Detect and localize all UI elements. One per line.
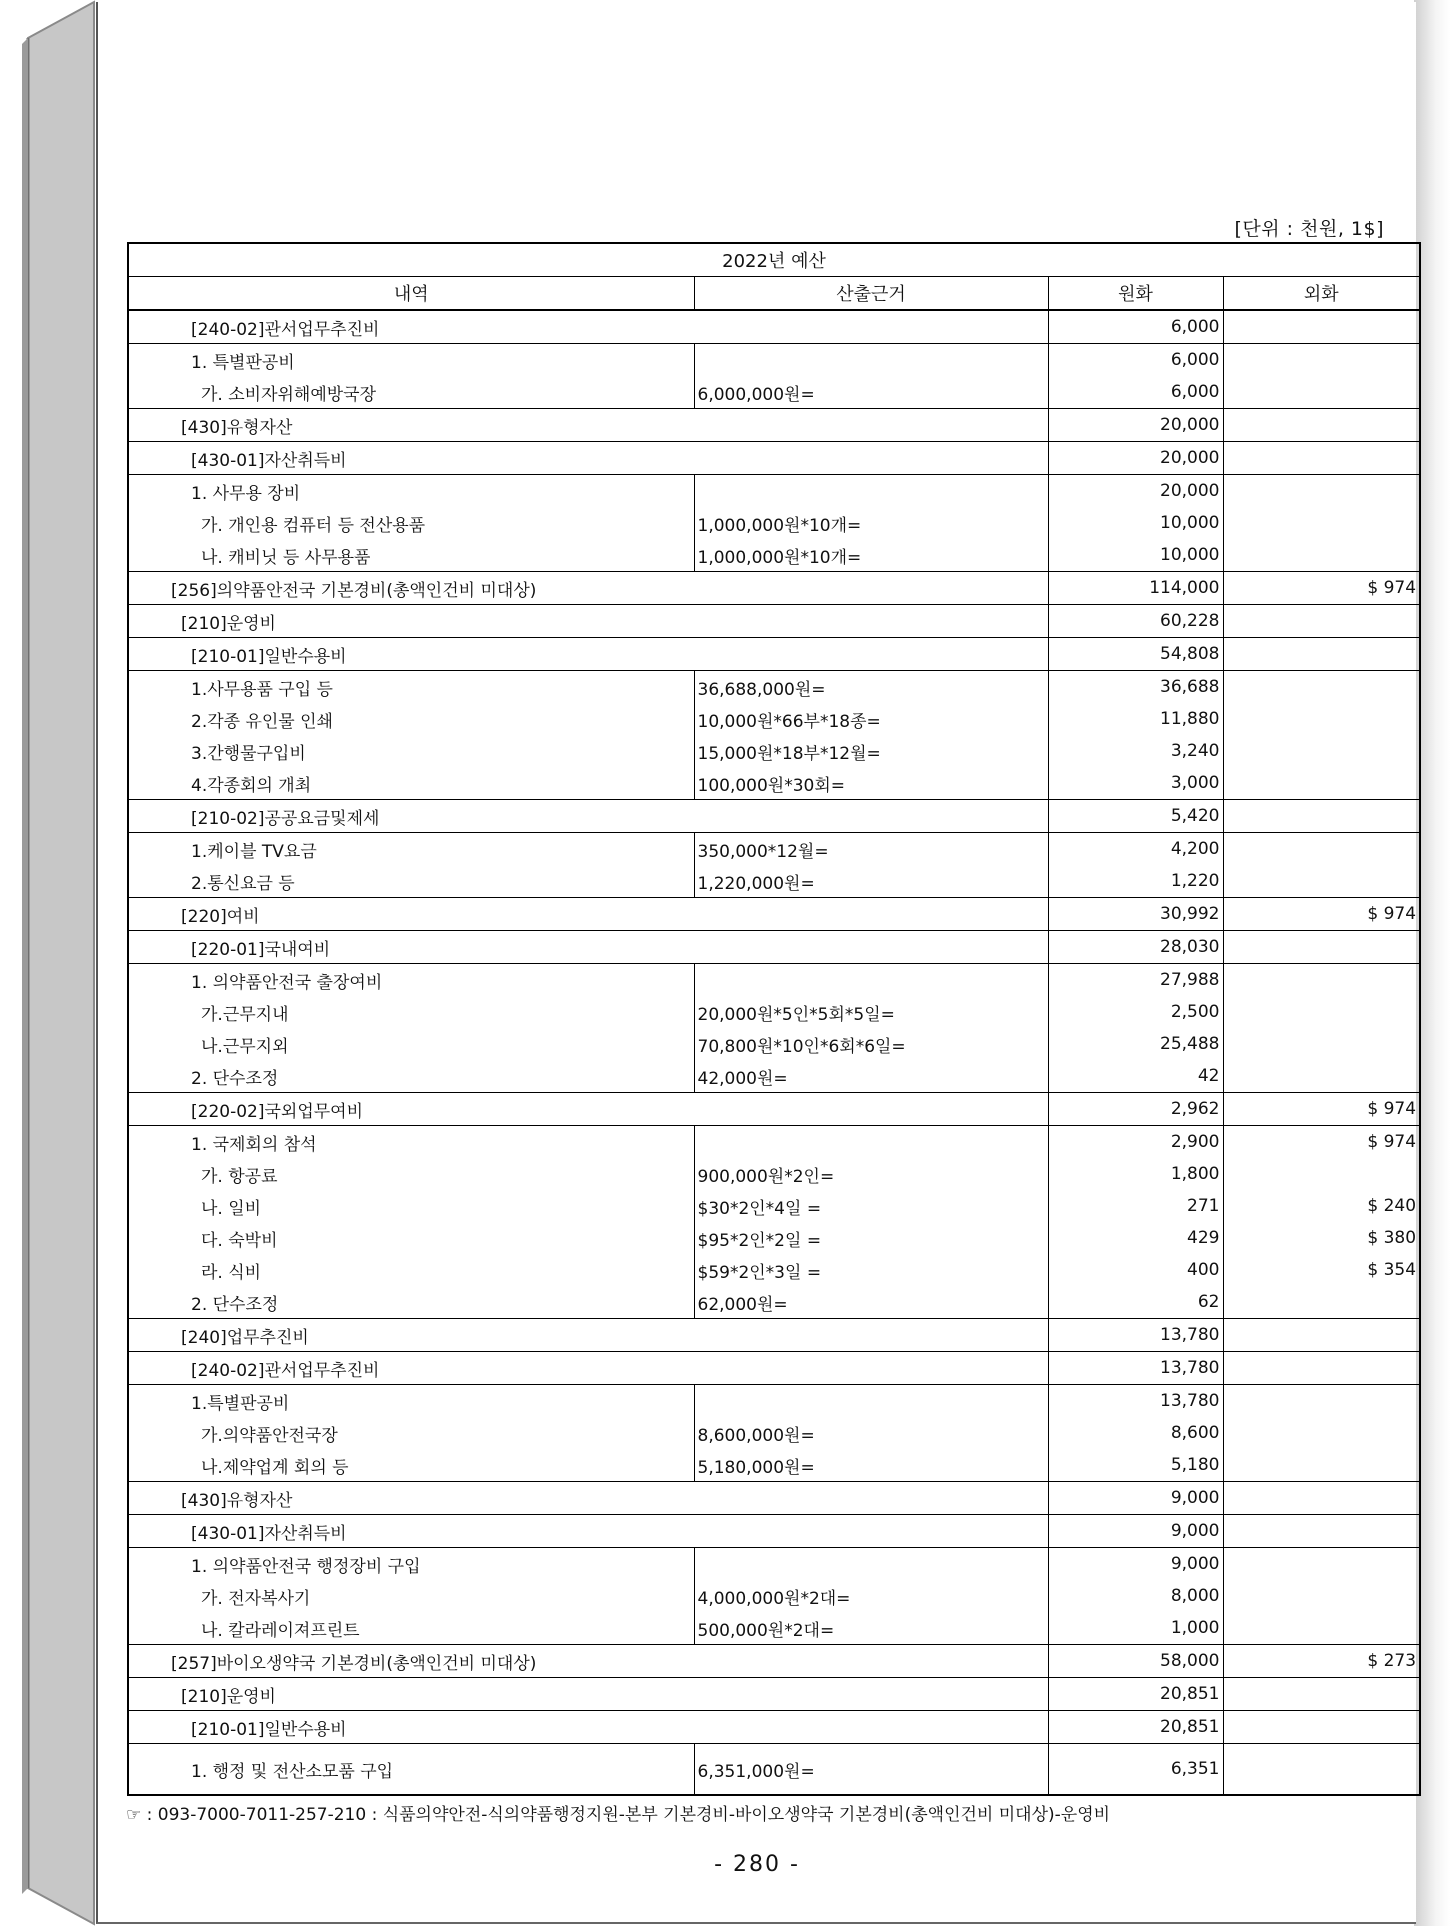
row-description: [220-01]국내여비	[128, 931, 1048, 964]
table-row	[128, 1254, 1420, 1286]
row-basis: 900,000원*2인=	[694, 1158, 1048, 1190]
row-basis: 4,000,000원*2대=	[694, 1580, 1048, 1612]
row-foreign-amount	[1223, 1319, 1420, 1352]
table-row	[128, 1060, 1420, 1093]
table-row	[128, 767, 1420, 800]
table-row	[128, 539, 1420, 572]
row-description: [240-02]관서업무추진비	[128, 1352, 1048, 1385]
row-foreign-amount	[1223, 1385, 1420, 1418]
row-krw-amount: 6,000	[1048, 310, 1223, 344]
row-basis: $30*2인*4일 =	[694, 1190, 1048, 1222]
table-row	[128, 1711, 1420, 1744]
row-foreign-amount	[1223, 931, 1420, 964]
row-krw-amount: 2,962	[1048, 1093, 1223, 1126]
row-foreign-amount	[1223, 1744, 1420, 1796]
table-row	[128, 1580, 1420, 1612]
row-foreign-amount	[1223, 703, 1420, 735]
row-foreign-amount: $ 380	[1367, 1228, 1417, 1248]
row-krw-amount: 1,800	[1048, 1158, 1223, 1190]
row-foreign-amount	[1223, 1060, 1420, 1093]
table-row	[128, 1482, 1420, 1515]
row-krw-amount: 400	[1048, 1254, 1223, 1286]
page-number: - 280 -	[714, 1852, 800, 1877]
row-basis: 100,000원*30회=	[694, 767, 1048, 800]
row-krw-amount: 27,988	[1048, 964, 1223, 997]
row-foreign-amount: $ 974	[1223, 1093, 1420, 1126]
row-foreign-amount	[1223, 475, 1420, 508]
row-krw-amount: 54,808	[1048, 638, 1223, 671]
table-row	[128, 1190, 1420, 1222]
row-foreign-amount	[1223, 507, 1420, 539]
row-krw-amount: 6,000	[1048, 376, 1223, 409]
table-row	[128, 964, 1420, 997]
row-basis: $59*2인*3일 =	[694, 1254, 1048, 1286]
row-krw-amount: 1,000	[1048, 1612, 1223, 1645]
row-foreign-amount	[1223, 376, 1420, 409]
budget-year-header: 2022년 예산	[128, 243, 1420, 277]
row-description: [240]업무추진비	[128, 1319, 1048, 1352]
row-foreign-amount	[1223, 1612, 1420, 1645]
row-basis: 8,600,000원=	[694, 1417, 1048, 1449]
row-foreign-amount	[1223, 1515, 1420, 1548]
row-basis: 42,000원=	[694, 1060, 1048, 1093]
table-row	[128, 1158, 1420, 1190]
row-krw-amount: 13,780	[1048, 1385, 1223, 1418]
row-foreign-amount	[1223, 1417, 1420, 1449]
table-row	[128, 1319, 1420, 1352]
unit-label: [단위 : 천원, 1$]	[1234, 218, 1384, 240]
row-description: [257]바이오생약국 기본경비(총액인건비 미대상)	[128, 1645, 1048, 1678]
row-description: 2.통신요금 등	[191, 873, 295, 894]
table-row	[128, 1286, 1420, 1319]
row-description: 나.제약업계 회의 등	[201, 1457, 349, 1478]
row-foreign-amount	[1223, 1449, 1420, 1482]
row-foreign-amount	[1223, 671, 1420, 704]
table-row	[128, 1612, 1420, 1645]
table-row	[128, 865, 1420, 898]
row-description: [430-01]자산취득비	[128, 442, 1048, 475]
table-row	[128, 1449, 1420, 1482]
row-basis: 5,180,000원=	[694, 1449, 1048, 1482]
row-foreign-amount	[1223, 1580, 1420, 1612]
row-description: 1. 사무용 장비	[128, 475, 694, 508]
row-krw-amount: 9,000	[1048, 1482, 1223, 1515]
table-row	[128, 800, 1420, 833]
row-krw-amount: 4,200	[1048, 833, 1223, 866]
row-krw-amount: 36,688	[1048, 671, 1223, 704]
row-foreign-amount	[1223, 1028, 1420, 1060]
row-description: [210-01]일반수용비	[128, 1711, 1048, 1744]
row-foreign-amount	[1223, 1678, 1420, 1711]
document-page	[96, 2, 1416, 1924]
row-basis: 1,000,000원*10개=	[694, 539, 1048, 572]
row-description: 2. 단수조정	[191, 1294, 279, 1315]
table-row	[128, 344, 1420, 377]
table-row	[128, 703, 1420, 735]
row-description: [430-01]자산취득비	[128, 1515, 1048, 1548]
row-krw-amount: 11,880	[1048, 703, 1223, 735]
table-row	[128, 409, 1420, 442]
row-description: 라. 식비	[201, 1262, 262, 1283]
row-basis: 62,000원=	[694, 1286, 1048, 1319]
column-header-description: 내역	[128, 277, 694, 311]
book-spine	[0, 0, 96, 1926]
row-description: [430]유형자산	[128, 1482, 1048, 1515]
table-row	[128, 310, 1420, 344]
row-description: [210-02]공공요금및제세	[128, 800, 1048, 833]
row-foreign-amount	[1223, 800, 1420, 833]
row-description: 나.근무지외	[201, 1036, 289, 1057]
column-header-foreign: 외화	[1223, 277, 1420, 311]
row-krw-amount: 42	[1048, 1060, 1223, 1093]
row-foreign-amount: $ 240	[1367, 1196, 1417, 1216]
table-row	[128, 1222, 1420, 1254]
row-krw-amount: 20,000	[1048, 442, 1223, 475]
row-foreign-amount	[1223, 409, 1420, 442]
row-description: 가.근무지내	[201, 1004, 289, 1025]
row-krw-amount: 20,000	[1048, 409, 1223, 442]
row-basis: 500,000원*2대=	[694, 1612, 1048, 1645]
table-row	[128, 1093, 1420, 1126]
row-krw-amount: 2,500	[1048, 996, 1223, 1028]
table-row	[128, 605, 1420, 638]
row-description: 다. 숙박비	[201, 1230, 278, 1251]
row-foreign-amount	[1223, 865, 1420, 898]
row-description: 1.사무용품 구입 등	[128, 671, 694, 704]
row-krw-amount: 20,000	[1048, 475, 1223, 508]
row-foreign-amount	[1223, 442, 1420, 475]
row-foreign-amount	[1223, 638, 1420, 671]
row-krw-amount: 429	[1048, 1222, 1223, 1254]
row-basis: 1,220,000원=	[694, 865, 1048, 898]
budget-table	[127, 242, 1421, 1796]
row-foreign-amount	[1223, 344, 1420, 377]
row-krw-amount: 28,030	[1048, 931, 1223, 964]
row-krw-amount: 13,780	[1048, 1319, 1223, 1352]
row-description: 1. 의약품안전국 출장여비	[128, 964, 694, 997]
row-description: [430]유형자산	[128, 409, 1048, 442]
row-description: [220-02]국외업무여비	[128, 1093, 1048, 1126]
row-krw-amount: 5,420	[1048, 800, 1223, 833]
row-krw-amount: 60,228	[1048, 605, 1223, 638]
table-row	[128, 833, 1420, 866]
row-foreign-amount	[1223, 1711, 1420, 1744]
table-row	[128, 1515, 1420, 1548]
row-basis	[694, 344, 1048, 377]
account-code-footnote: ☞ : 093-7000-7011-257-210 : 식품의약안전-식의약품행정지원-본부 기본경비-바이오생약국 기본경비(총액인건비 미대상)-운영비	[126, 1805, 1111, 1825]
row-basis	[694, 1548, 1048, 1581]
row-basis	[694, 475, 1048, 508]
row-description: 1.특별판공비	[128, 1385, 694, 1418]
row-krw-amount: 20,851	[1048, 1678, 1223, 1711]
row-description: 4.각종회의 개최	[191, 775, 312, 796]
table-row	[128, 376, 1420, 409]
row-foreign-amount: $ 974	[1223, 898, 1420, 931]
table-row	[128, 1417, 1420, 1449]
row-description: [210-01]일반수용비	[128, 638, 1048, 671]
row-description: 2. 단수조정	[191, 1068, 279, 1089]
row-krw-amount: 20,851	[1048, 1711, 1223, 1744]
table-row	[128, 1744, 1420, 1796]
row-krw-amount: 8,000	[1048, 1580, 1223, 1612]
row-description: 2.각종 유인물 인쇄	[191, 711, 333, 732]
column-header-basis: 산출근거	[694, 277, 1048, 311]
row-krw-amount: 114,000	[1048, 572, 1223, 605]
table-row	[128, 1645, 1420, 1678]
row-description: 가. 소비자위해예방국장	[201, 384, 377, 405]
row-description: 가. 항공료	[201, 1166, 278, 1187]
table-row	[128, 996, 1420, 1028]
row-foreign-amount	[1223, 310, 1420, 344]
row-foreign-amount	[1223, 1548, 1420, 1581]
row-krw-amount: 2,900	[1048, 1126, 1223, 1159]
row-basis: 10,000원*66부*18종=	[694, 703, 1048, 735]
row-description: 1. 국제회의 참석	[128, 1126, 694, 1159]
row-description: [240-02]관서업무추진비	[128, 310, 1048, 344]
row-krw-amount: 9,000	[1048, 1548, 1223, 1581]
table-row	[128, 1028, 1420, 1060]
row-basis: 15,000원*18부*12월=	[694, 735, 1048, 767]
row-description: 1. 행정 및 전산소모품 구입	[128, 1744, 694, 1796]
row-description: 나. 캐비닛 등 사무용품	[201, 547, 371, 568]
row-basis	[694, 1126, 1048, 1159]
row-description: [256]의약품안전국 기본경비(총액인건비 미대상)	[128, 572, 1048, 605]
table-row	[128, 1385, 1420, 1418]
row-foreign-amount: $ 273	[1223, 1645, 1420, 1678]
row-krw-amount: 25,488	[1048, 1028, 1223, 1060]
row-description: 1. 특별판공비	[128, 344, 694, 377]
table-row	[128, 931, 1420, 964]
table-row	[128, 475, 1420, 508]
table-row	[128, 735, 1420, 767]
row-krw-amount: 1,220	[1048, 865, 1223, 898]
row-foreign-amount: $ 974	[1223, 1126, 1420, 1159]
row-krw-amount: 10,000	[1048, 507, 1223, 539]
table-row	[128, 671, 1420, 704]
row-krw-amount: 271	[1048, 1190, 1223, 1222]
row-basis: 6,351,000원=	[694, 1744, 1048, 1796]
row-foreign-amount	[1223, 996, 1420, 1028]
row-basis: $95*2인*2일 =	[694, 1222, 1048, 1254]
row-description: 1. 의약품안전국 행정장비 구입	[128, 1548, 694, 1581]
row-description: 나. 일비	[201, 1198, 262, 1219]
row-foreign-amount	[1223, 1482, 1420, 1515]
row-basis: 1,000,000원*10개=	[694, 507, 1048, 539]
row-description: [210]운영비	[128, 605, 1048, 638]
row-krw-amount: 62	[1048, 1286, 1223, 1319]
row-basis	[694, 1385, 1048, 1418]
row-foreign-amount: $ 354	[1367, 1260, 1417, 1280]
table-row	[128, 442, 1420, 475]
row-krw-amount: 9,000	[1048, 1515, 1223, 1548]
row-basis: 6,000,000원=	[694, 376, 1048, 409]
row-basis: 350,000*12월=	[694, 833, 1048, 866]
row-description: 가. 전자복사기	[201, 1588, 311, 1609]
row-krw-amount: 8,600	[1048, 1417, 1223, 1449]
row-description: 가.의약품안전국장	[201, 1425, 338, 1446]
row-foreign-amount	[1223, 605, 1420, 638]
table-row	[128, 1352, 1420, 1385]
row-description: 3.간행물구입비	[191, 743, 306, 764]
row-description: 나. 칼라레이져프린트	[201, 1620, 360, 1641]
table-row	[128, 507, 1420, 539]
row-foreign-amount	[1223, 735, 1420, 767]
row-foreign-amount	[1223, 1352, 1420, 1385]
row-basis: 20,000원*5인*5회*5일=	[694, 996, 1048, 1028]
table-row	[128, 1678, 1420, 1711]
row-foreign-amount	[1223, 767, 1420, 800]
table-row	[128, 572, 1420, 605]
row-description: 1.케이블 TV요금	[128, 833, 694, 866]
row-description: [210]운영비	[128, 1678, 1048, 1711]
row-krw-amount: 3,240	[1048, 735, 1223, 767]
row-foreign-amount	[1223, 964, 1420, 997]
table-row	[128, 898, 1420, 931]
row-krw-amount: 10,000	[1048, 539, 1223, 572]
table-row	[128, 638, 1420, 671]
column-header-krw: 원화	[1048, 277, 1223, 311]
row-foreign-amount	[1223, 1286, 1420, 1319]
row-krw-amount: 58,000	[1048, 1645, 1223, 1678]
row-krw-amount: 6,000	[1048, 344, 1223, 377]
row-foreign-amount	[1223, 833, 1420, 866]
row-basis: 70,800원*10인*6회*6일=	[694, 1028, 1048, 1060]
table-row	[128, 1126, 1420, 1159]
row-krw-amount: 3,000	[1048, 767, 1223, 800]
row-krw-amount: 5,180	[1048, 1449, 1223, 1482]
row-foreign-amount: $ 974	[1223, 572, 1420, 605]
row-description: 가. 개인용 컴퓨터 등 전산용품	[201, 515, 426, 536]
row-krw-amount: 30,992	[1048, 898, 1223, 931]
row-description: [220]여비	[128, 898, 1048, 931]
row-krw-amount: 6,351	[1048, 1744, 1223, 1796]
row-foreign-amount	[1223, 1158, 1420, 1190]
row-basis: 36,688,000원=	[694, 671, 1048, 704]
row-foreign-amount	[1223, 539, 1420, 572]
row-basis	[694, 964, 1048, 997]
table-row	[128, 1548, 1420, 1581]
row-krw-amount: 13,780	[1048, 1352, 1223, 1385]
